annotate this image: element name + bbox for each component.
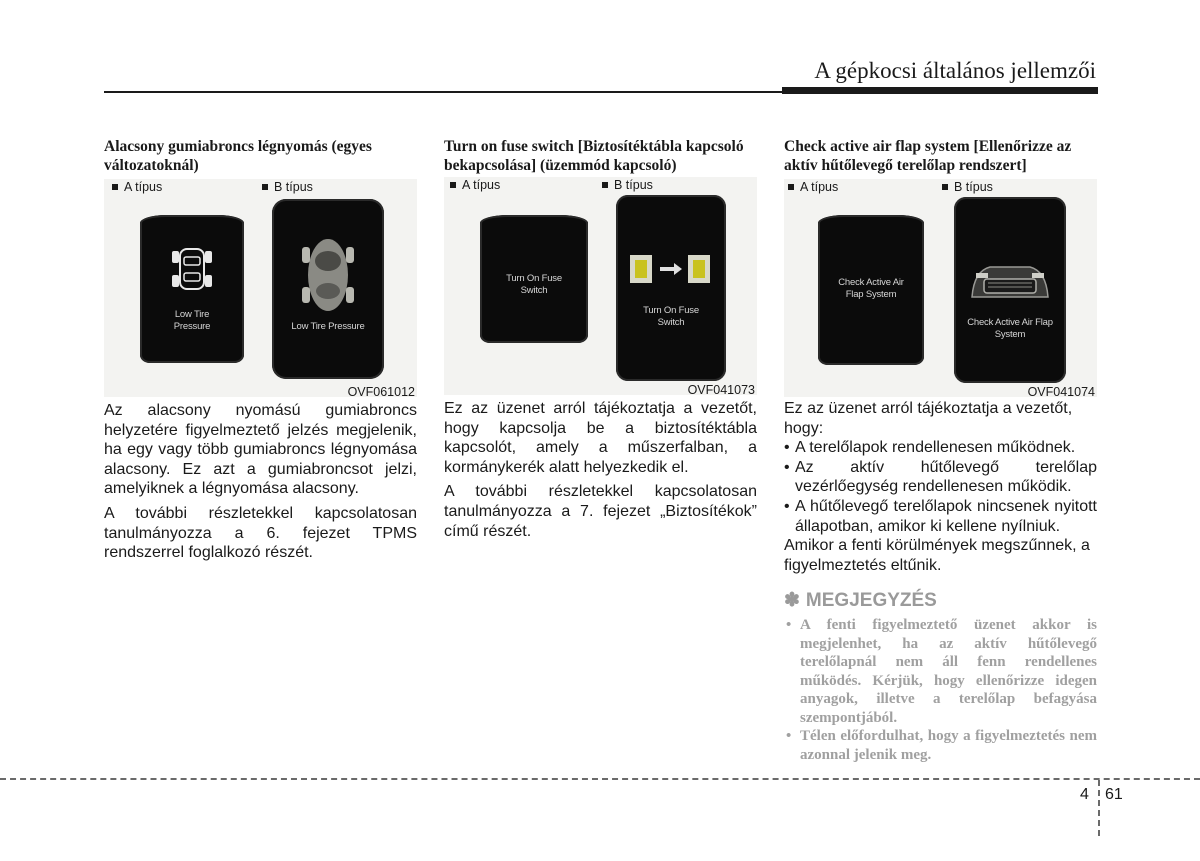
display-type-a: [480, 215, 588, 343]
figure-code: OVF061012: [347, 385, 415, 399]
list-item: • A terelőlapok rendellenesen működnek.: [784, 438, 1097, 458]
note-list: [784, 616, 1097, 764]
paragraph: A további részletekkel kapcsolatosan tanulmányozza a 6. fejezet TPMS rendszerrel foglalkozó részét.: [104, 504, 417, 562]
list-item: • A hűtőlevegő terelőlapok nincsenek nyitott állapotban, amikor ki kellene nyílniuk.: [784, 497, 1097, 536]
figure-label-b: B típus: [602, 178, 653, 192]
display-type-a: [140, 215, 244, 363]
display-message: Turn On Fuse Switch: [643, 305, 699, 328]
car-top-view-icon: [140, 237, 244, 307]
paragraph-intro: Ez az üzenet arról tájékoztatja a vezetőt, hogy:: [784, 400, 1073, 437]
display-type-b: [954, 197, 1066, 383]
section-active-air-flap: [784, 137, 1097, 764]
footer-divider-vertical: [1098, 780, 1100, 836]
header-rule-accent: [782, 87, 1098, 94]
paragraph: Ez az üzenet arról tájékoztatja a vezetőt, hogy kapcsolja be a biztosítéktábla kapcsolót, amely a műszerfalban, a kormánykerék alatt helyezkedik el.: [444, 400, 757, 476]
note-item: • A fenti figyelmeztető üzenet akkor is megjelenhet, ha az aktív hűtőlevegő terelőlapnál nem áll fenn rendellenes működés. Kérjük, hogy ellenőrizze idegen anyagok, illetve a terelőlap befagyása szempontjából.: [784, 616, 1097, 727]
page-number: 61: [1105, 786, 1123, 803]
figure-code: OVF041073: [687, 383, 755, 397]
note-item: • Télen előfordulhat, hogy a figyelmeztetés nem azonnal jelenik meg.: [784, 727, 1097, 764]
chapter-number: 4: [1080, 786, 1089, 803]
section-heading: Alacsony gumiabroncs légnyomás (egyes változatoknál): [104, 138, 372, 174]
display-message: Check Active Air Flap System: [967, 317, 1053, 340]
bullet-list: [784, 438, 1097, 536]
car-front-grille-icon: [954, 257, 1066, 317]
figure-code: OVF041074: [1027, 385, 1095, 399]
figure-label-b: B típus: [942, 180, 993, 194]
display-message: Turn On Fuse Switch: [506, 273, 562, 296]
footer-divider: [0, 778, 1200, 780]
fuse-switch-icon: [616, 247, 726, 297]
paragraph-outro: Amikor a fenti körülmények megszűnnek, a figyelmeztetés eltűnik.: [784, 537, 1090, 574]
display-type-b: [616, 195, 726, 381]
figure-label-a: A típus: [450, 178, 500, 192]
note-star-icon: ✽: [784, 590, 800, 612]
display-message: Low Tire Pressure: [173, 309, 211, 332]
figure-fuse-switch: [444, 177, 757, 395]
figure-label-a: A típus: [112, 180, 162, 194]
figure-label-a: A típus: [788, 180, 838, 194]
figure-label-b: B típus: [262, 180, 313, 194]
figure-active-air-flap: [784, 179, 1097, 397]
note-heading: ✽ MEGJEGYZÉS: [784, 590, 937, 612]
display-message: Check Active Air Flap System: [838, 277, 904, 300]
display-type-a: [818, 215, 924, 365]
paragraph: Az alacsony nyomású gumiabroncs helyzetére figyelmeztető jelzés megjelenik, ha egy vagy több gumiabroncs légnyomása alacsony. Ez azt a gumiabroncsot jelzi, amelyiknek a légnyomása alacsony.: [104, 402, 417, 498]
chapter-title: A gépkocsi általános jellemzői: [814, 58, 1096, 83]
paragraph: A további részletekkel kapcsolatosan tanulmányozza a 7. fejezet „Biztosítékok” című részét.: [444, 483, 757, 540]
car-silhouette-icon: [272, 229, 384, 319]
section-heading: Turn on fuse switch [Biztosítéktábla kapcsoló bekapcsolása] (üzemmód kapcsoló): [444, 138, 744, 174]
section-low-tire-pressure: [104, 137, 417, 563]
display-message: Low Tire Pressure: [291, 321, 365, 332]
display-type-b: [272, 199, 384, 379]
figure-low-tire-pressure: [104, 179, 417, 397]
section-fuse-switch: [444, 137, 757, 541]
list-item: • Az aktív hűtőlevegő terelőlap vezérlőegység rendellenesen működik.: [784, 458, 1097, 497]
section-heading: Check active air flap system [Ellenőrizze az aktív hűtőlevegő terelőlap rendszert]: [784, 138, 1072, 174]
